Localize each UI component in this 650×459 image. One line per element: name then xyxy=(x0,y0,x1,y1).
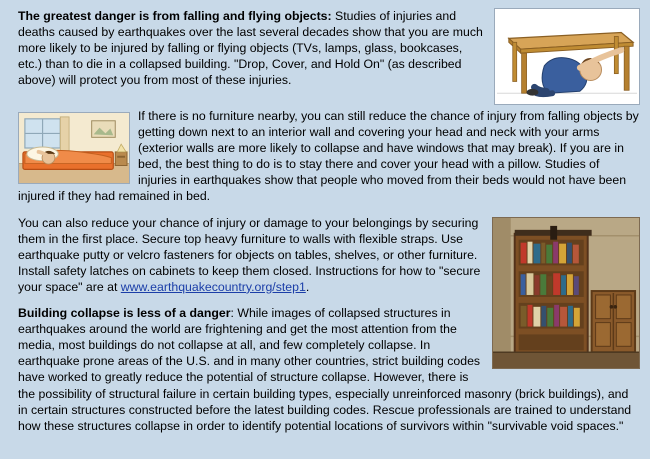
paragraph-falling-objects-lead: The greatest danger is from falling and flying objects: xyxy=(18,9,332,23)
bookshelf-illustration-icon xyxy=(492,217,640,369)
table-drop-cover-hold-image xyxy=(494,8,640,105)
paragraph-building-collapse-lead: Building collapse is less of a danger xyxy=(18,306,231,321)
bedroom-illustration-icon xyxy=(18,112,130,184)
paragraph-no-furniture: If there is no furniture nearby, you can still reduce the chance of injury from falling objects by getting down next to an interior wall and covering your head and neck with your arms (exterior walls are more likely to collapse and have windows that may break). If you are in bed, the best thing to do is to stay there and cover your head with a pillow. Studies of injuries in earthquakes show that people who moved from their beds would not have been injured if they had remained in bed. xyxy=(18,109,639,204)
section-no-furniture xyxy=(18,108,640,215)
paragraph-secure-your-space-after-link: . xyxy=(305,279,310,294)
earthquakecountry-step1-link[interactable]: www.earthquakecountry.org/step1 xyxy=(120,279,306,294)
bedroom-person-in-bed-image xyxy=(18,112,130,184)
paragraph-secure-your-space-before-link: You can also reduce your chance of injury or damage to your belongings by securing them in the first place. Secure top heavy furniture to walls with flexible straps. Use earthquake putty or velcro fasteners for objects on tables, shelves, or other furniture. Install safety latches on cabinets to keep them closed. Instructions for how to "secure your space" are at xyxy=(18,215,481,294)
section-secure-and-collapse xyxy=(18,215,640,444)
section-falling-objects xyxy=(18,8,640,108)
paragraph-building-collapse-body: : While images of collapsed structures in earthquakes around the world are frightening and get the most attention from the media, most buildings do not collapse at all, and few completely collapse. In earthquake prone areas of the U.S. and in many other countries, strict building codes have worked to greatly reduce the potential of structure collapse. However, there is the possibility of structural failure in certain building types, especially unreinforced masonry (brick buildings), and in certain structures constructed before the latest building codes. Rescue professionals are trained to understand how these structures collapse in order to identify potential locations of survivors within "survivable void spaces." xyxy=(18,306,632,433)
paragraph-falling-objects-body: Studies of injuries and deaths caused by earthquakes over the last several decades show that you are much more likely to be injured by falling or flying objects (TVs, lamps, glass, bookcases, etc.) than to die in a collapsed building. "Drop, Cover, and Hold On" (as described above) will protect you from most of these injuries. xyxy=(18,9,483,88)
table-illustration-icon xyxy=(494,8,640,105)
secured-bookshelf-image xyxy=(492,217,640,369)
